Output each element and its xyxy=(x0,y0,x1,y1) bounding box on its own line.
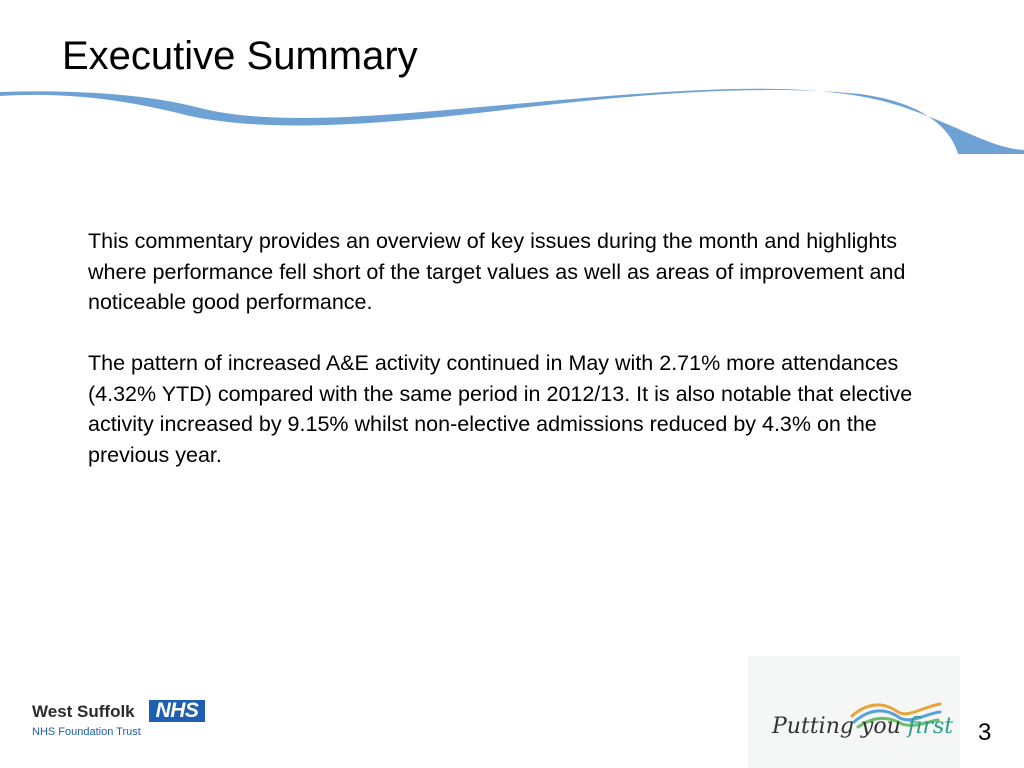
summary-paragraph-activity: The pattern of increased A&E activity continued in May with 2.71% more attendances (4.32% YTD) compared with the same period in 2012/13. It is also notable that elective activity increased by 9.15% whilst non-elective admissions reduced by 4.3% on the previous year. xyxy=(88,351,913,467)
slogan-emphasis: first xyxy=(907,714,954,739)
putting-you-first-logo xyxy=(748,656,960,768)
west-suffolk-nhs-logo xyxy=(32,700,212,740)
summary-paragraph-intro: This commentary provides an overview of key issues during the month and highlights where performance fell short of the target values as well as areas of improvement and noticeable good performance. xyxy=(88,229,906,314)
slide-title: Executive Summary xyxy=(62,34,418,78)
page-number: 3 xyxy=(978,719,992,746)
summary-body xyxy=(88,226,924,501)
slogan-prefix: Putting you xyxy=(772,714,908,739)
slogan xyxy=(772,714,953,739)
header-wave-decoration xyxy=(0,86,1024,158)
org-name: West Suffolk xyxy=(32,702,135,721)
nhs-badge: NHS xyxy=(149,700,205,722)
trust-name: NHS Foundation Trust xyxy=(32,726,141,738)
